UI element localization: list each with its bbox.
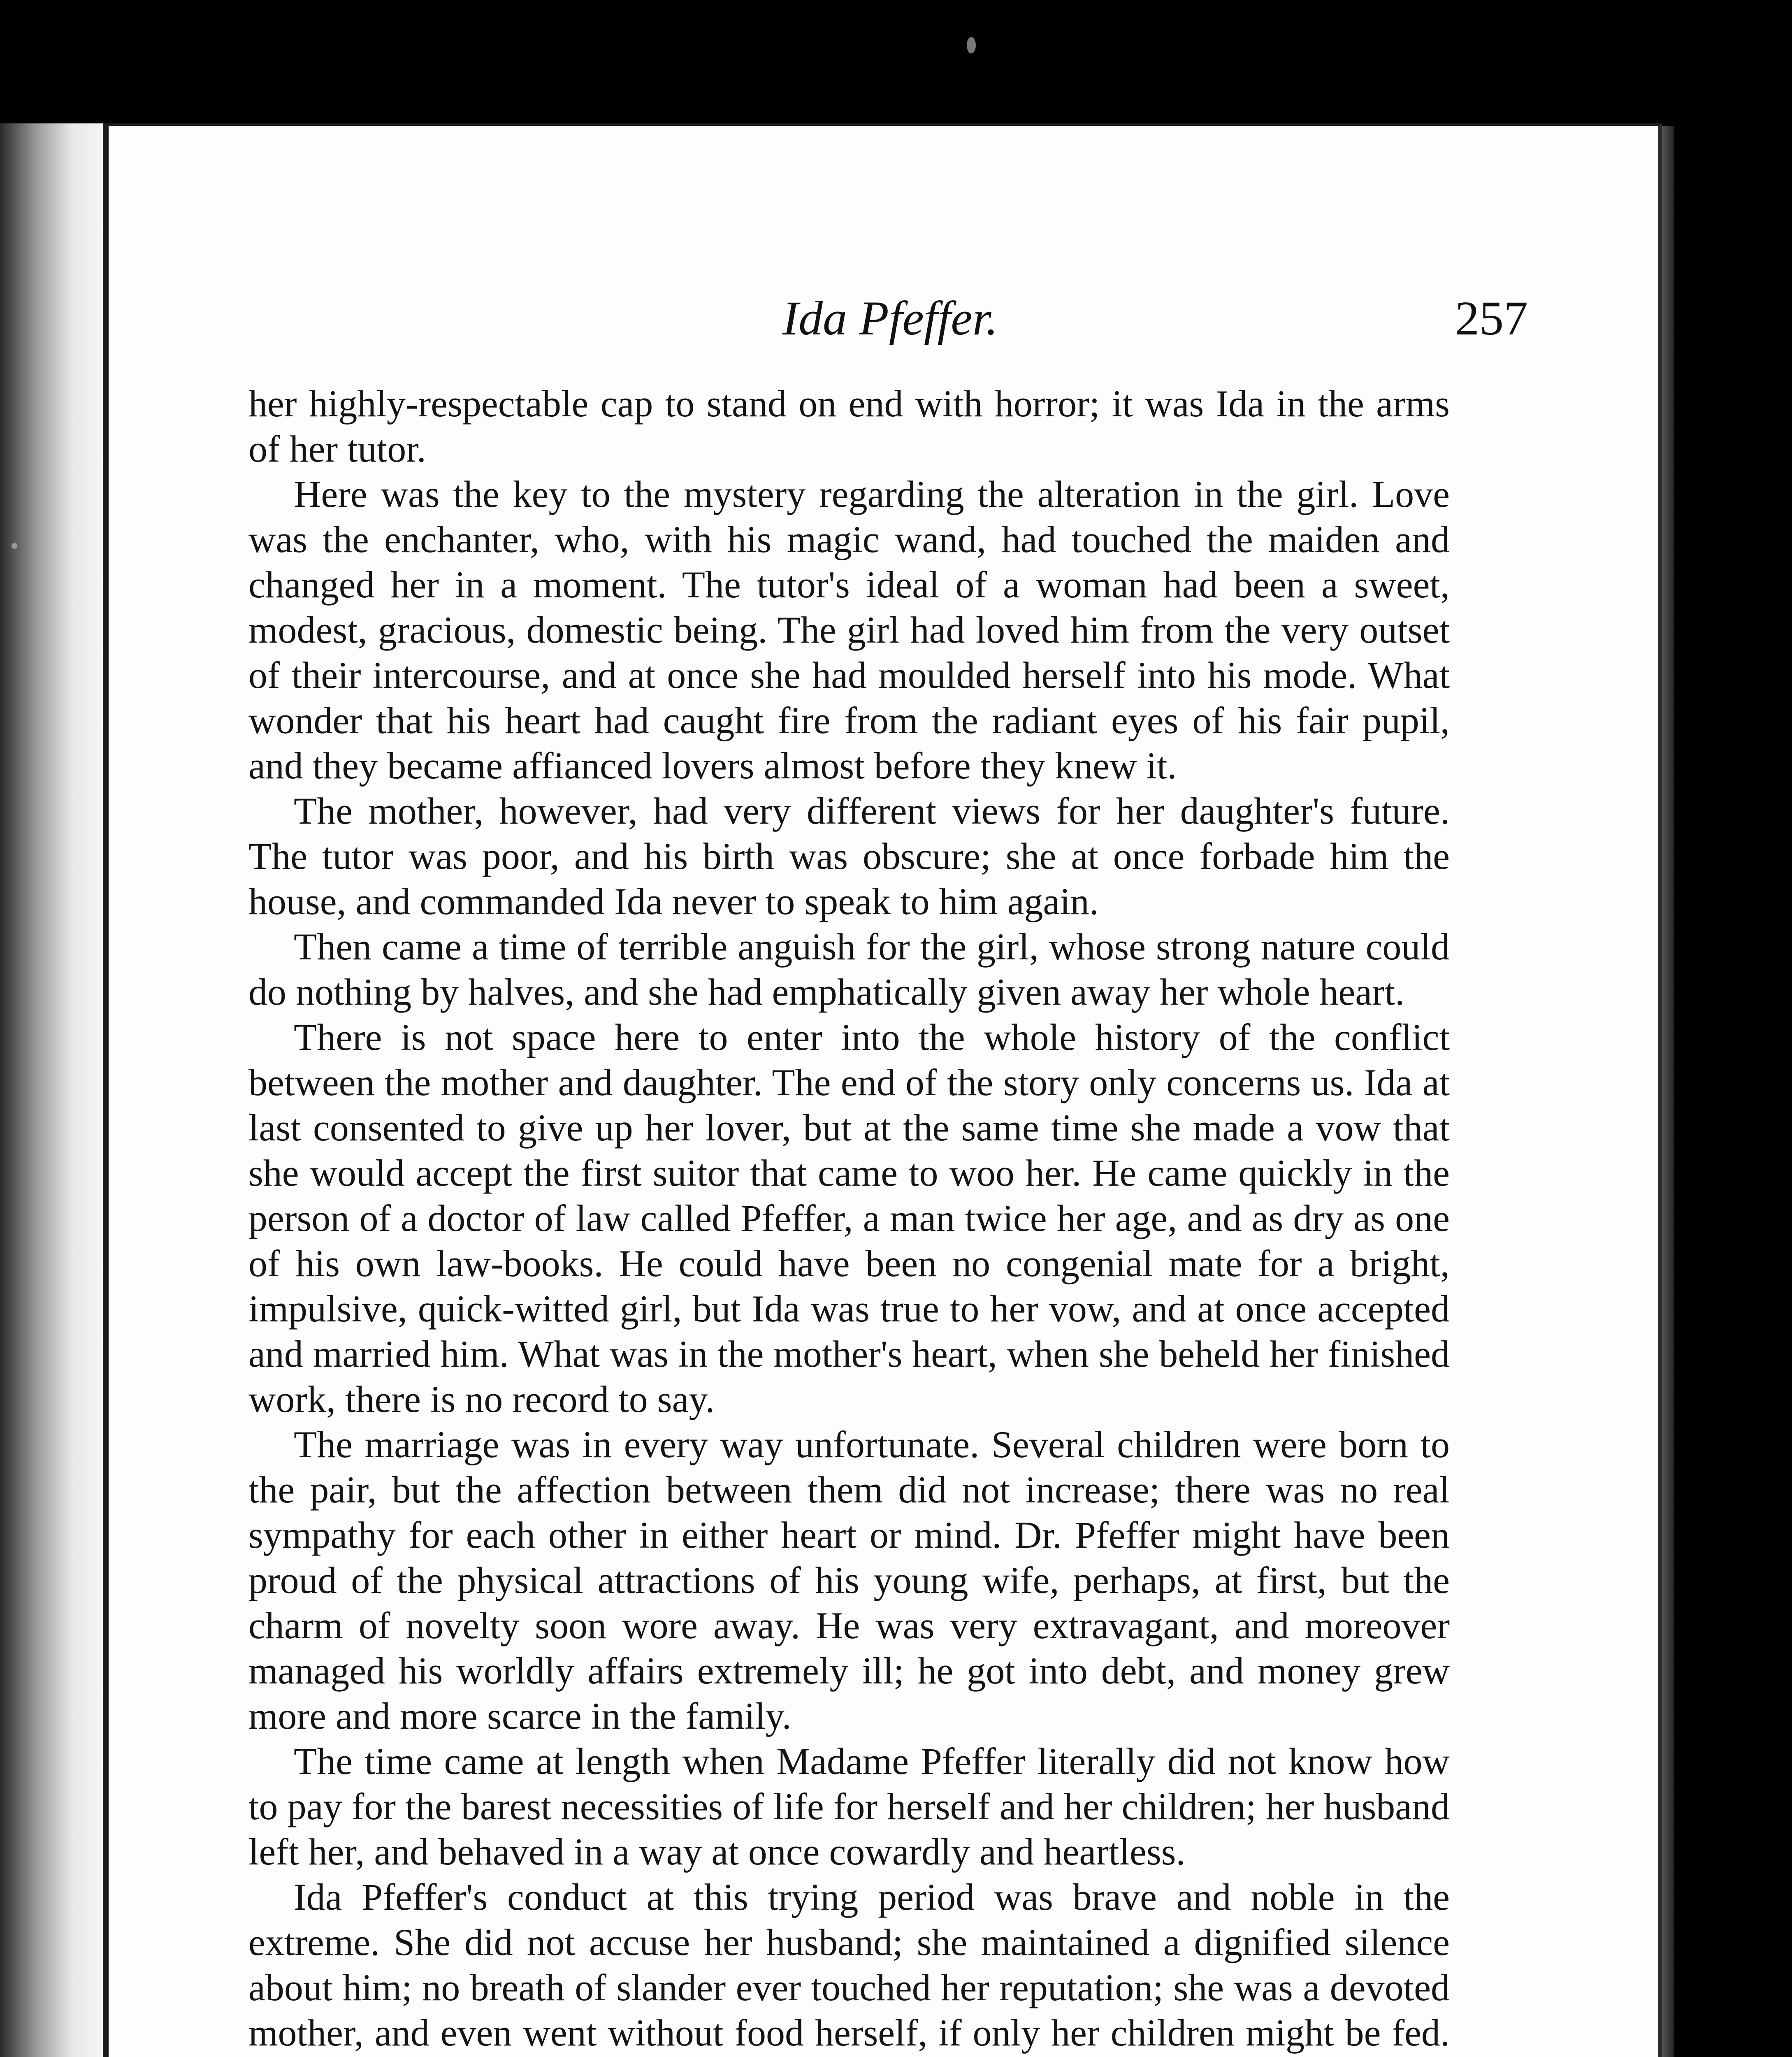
page-number: 257 [1455,291,1528,345]
paragraph: Then came a time of terrible anguish for the girl, whose strong nature could do nothing by halves, and she had emphatically given away her whole heart. [248,926,1450,1013]
paragraph: The time came at length when Madame Pfeffer literally did not know how to pay for the barest necessities of life for herself and her children; her husband left her, and behaved in a way at once cowardly and heartless. [248,1740,1450,1873]
scan-speck [12,543,17,549]
book-page [103,123,1662,2057]
running-title: Ida Pfeffer. [782,291,998,345]
paragraph-continued: her highly-respectable cap to stand on end with horror; it was Ida in the arms of her tutor. [248,383,1450,470]
paragraph: Ida Pfeffer's conduct at this trying period was brave and noble in the extreme. She did not accuse her husband; she maintained a dignified silence about him; no breath of slander ever touched her reputation; she was a devoted mother, and even went without food herself, if only her children might be fed. [248,1876,1450,2054]
book-left-page-edge [0,123,103,2057]
paragraph: The mother, however, had very different views for her daughter's future. The tutor was poor, and his birth was obscure; she at once forbade him the house, and commanded Ida never to speak to him again. [248,790,1450,922]
paragraph: There is not space here to enter into the whole history of the conflict between the mother and daughter. The end of the story only concerns us. Ida at last consented to give up her lover, but at the same time she made a vow that she would accept the first suitor that came to woo her. He came quickly in the person of a doctor of law called Pfeffer, a man twice her age, and as dry as one of his own law-books. He could have been no congenial mate for a bright, impulsive, quick-witted girl, but Ida was true to her vow, and at once accepted and married him. What was in the mother's heart, when she beheld her finished work, there is no record to say. [248,1016,1450,1420]
paragraph: The marriage was in every way unfortunate. Several children were born to the pair, but the affection between them did not increase; there was no real sympathy for each other in either heart or mind. Dr. Pfeffer might have been proud of the physical attractions of his young wife, perhaps, at first, but the charm of novelty soon wore away. He was very extravagant, and moreover managed his worldly affairs extremely ill; he got into debt, and money grew more and more scarce in the family. [248,1423,1450,1737]
paragraph: Here was the key to the mystery regarding the alteration in the girl. Love was the enchanter, who, with his magic wand, had touched the maiden and changed her in a moment. The tutor's ideal of a woman had been a sweet, modest, gracious, domestic being. The girl had loved him from the very outset of their intercourse, and at once she had moulded herself into his mode. What wonder that his heart had caught fire from the radiant eyes of his fair pupil, and they became affianced lovers almost before they knew it. [248,473,1450,787]
body-text [248,381,1450,2057]
scan-speck [967,37,976,53]
running-head [253,290,1528,352]
